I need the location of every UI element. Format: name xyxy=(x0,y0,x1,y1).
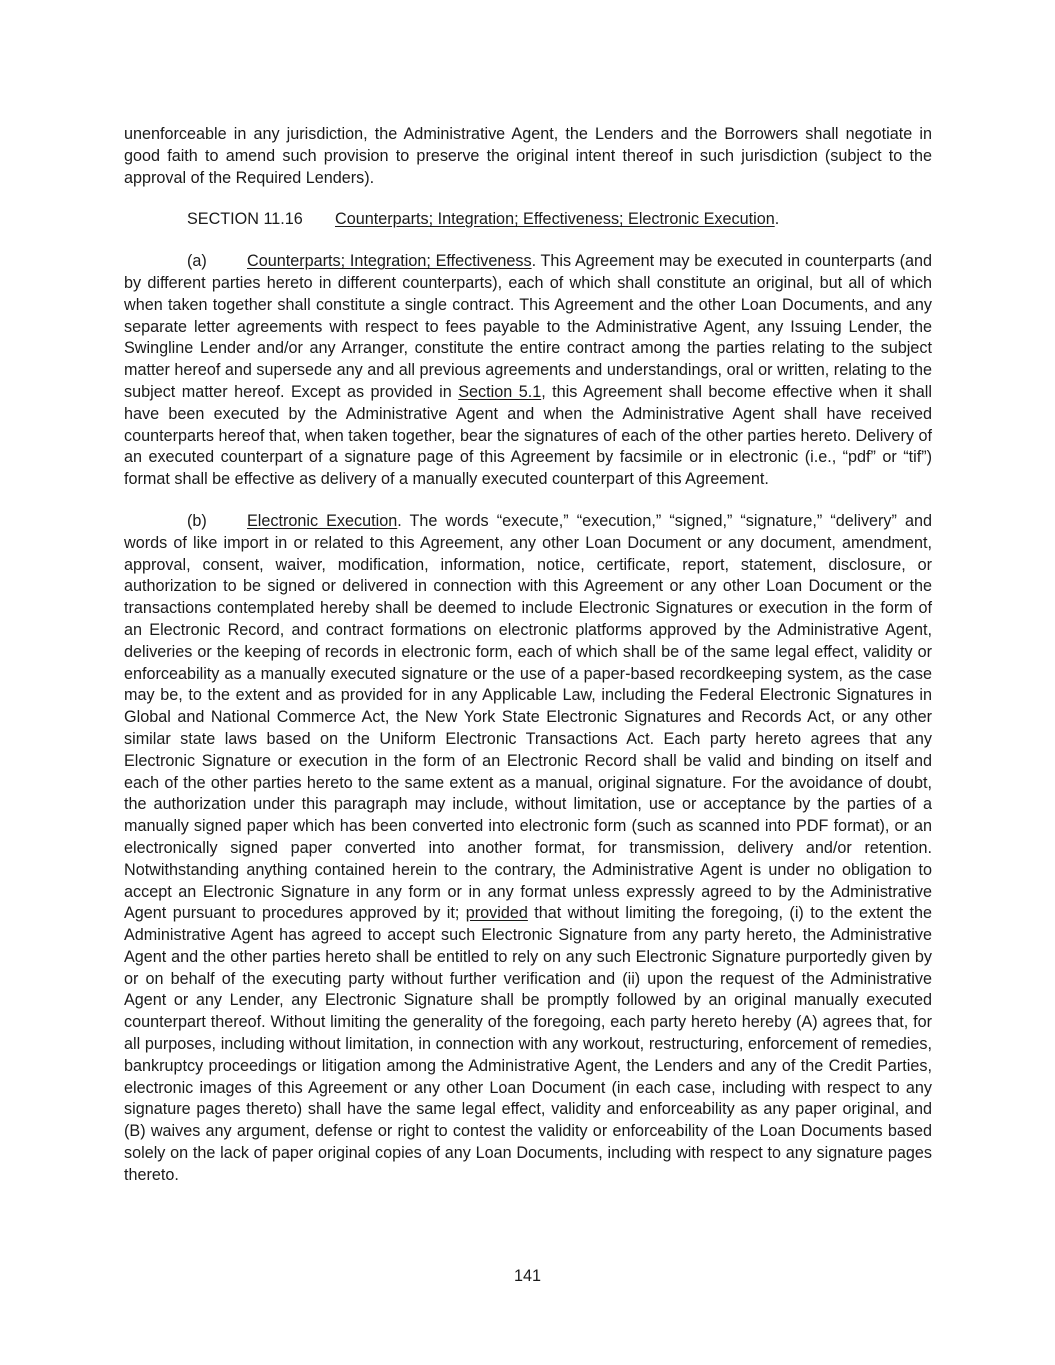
subsection-b-paragraph xyxy=(124,511,932,1187)
subsection-a-text-1: . This Agreement may be executed in counterparts (and by different parties hereto in different counterparts), each of which shall constitute an original, but all of which when taken together shall constitute a single contract. This Agreement and the other Loan Documents, and any separate letter agreements with respect to fees payable to the Administrative Agent, any Issuing Lender, the Swingline Lender and/or any Arranger, constitute the entire contract among the parties relating to the subject matter hereof and supersede any and all previous agreements and understandings, oral or written, relating to the subject matter hereof. Except as provided in xyxy=(124,252,932,401)
subsection-b-text-2: that without limiting the foregoing, (i) to the extent the Administrative Agent has agreed to accept such Electronic Signature from any party hereto, the Administrative Agent and the other parties hereto shall be entitled to rely on any such Electronic Signature purportedly given by or on behalf of the executing party without further verification and (ii) upon the request of the Administrative Agent or any Lender, any Electronic Signature shall be promptly followed by an original manually executed counterpart thereof. Without limiting the generality of the foregoing, each party hereto hereby (A) agrees that, for all purposes, including without limitation, in connection with any workout, restructuring, enforcement of remedies, bankruptcy proceedings or litigation among the Administrative Agent, the Lenders and any of the Credit Parties, electronic images of this Agreement or any other Loan Document (in each case, including with respect to any signature pages thereto) shall have the same legal effect, validity and enforceability as any paper original, and (B) waives any argument, defense or right to contest the validity or enforceability of the Loan Documents based solely on the lack of paper original copies of any Loan Documents, including with respect to any signature pages thereto. xyxy=(124,904,932,1184)
section-heading xyxy=(124,209,932,231)
subsection-b-label: (b) xyxy=(187,511,207,530)
provided-proviso: provided xyxy=(465,904,528,923)
document-page xyxy=(124,124,932,1187)
subsection-a-heading: Counterparts; Integration; Effectiveness xyxy=(247,252,532,271)
subsection-a-label: (a) xyxy=(187,252,207,271)
page-number: 141 xyxy=(513,1267,541,1285)
section-title: Counterparts; Integration; Effectiveness; Electronic Execution xyxy=(335,210,775,229)
section-title-period: . xyxy=(774,210,780,229)
section-5-1-reference: Section 5.1 xyxy=(458,382,542,401)
intro-paragraph: unenforceable in any jurisdiction, the Administrative Agent, the Lenders and the Borrowers shall negotiate in good faith to amend such provision to preserve the original intent thereof in such jurisdiction (subject to the approval of the Required Lenders). xyxy=(124,125,932,187)
subsection-a-text-2: , this Agreement shall become effective when it shall have been executed by the Administrative Agent and when the Administrative Agent shall have received counterparts hereof that, when taken together, bear the signatures of each of the other parties hereto. Delivery of an executed counterpart of a signature page of this Agreement by facsimile or in electronic (i.e., “pdf” or “tif”) format shall be effective as delivery of a manually executed counterpart of this Agreement. xyxy=(124,382,932,489)
subsection-a-paragraph xyxy=(124,251,932,491)
subsection-b-heading: Electronic Execution xyxy=(247,511,398,530)
section-number: SECTION 11.16 xyxy=(187,210,303,229)
subsection-b-text-1: . The words “execute,” “execution,” “signed,” “signature,” “delivery” and words of like import in or related to this Agreement, any other Loan Document or any document, amendment, approval, consent, waiver, modification, information, notice, certificate, report, statement, disclosure, or authorization to be signed or delivered in connection with this Agreement or any other Loan Document or the transactions contemplated hereby shall be deemed to include Electronic Signatures or execution in the form of an Electronic Record, and contract formations on electronic platforms approved by the Administrative Agent, deliveries or the keeping of records in electronic form, each of which shall be of the same legal effect, validity or enforceability as a manually executed signature or the use of a paper-based recordkeeping system, as the case may be, to the extent and as provided for in any Applicable Law, including the Federal Electronic Signatures in Global and National Commerce Act, the New York State Electronic Signatures and Records Act, or any other similar state laws based on the Uniform Electronic Transactions Act. Each party hereto agrees that any Electronic Signature or execution in the form of an Electronic Record shall be valid and binding on itself and each of the other parties hereto to the same extent as a manual, original signature. For the avoidance of doubt, the authorization under this paragraph may include, without limitation, use or acceptance by the parties of a manually signed paper which has been converted into electronic form (such as scanned into PDF format), or an electronically signed paper converted into another format, for transmission, delivery and/or retention. Notwithstanding anything contained herein to the contrary, the Administrative Agent is under no obligation to accept an Electronic Signature in any form or in any format unless expressly agreed to by the Administrative Agent pursuant to procedures approved by it; xyxy=(124,511,932,923)
